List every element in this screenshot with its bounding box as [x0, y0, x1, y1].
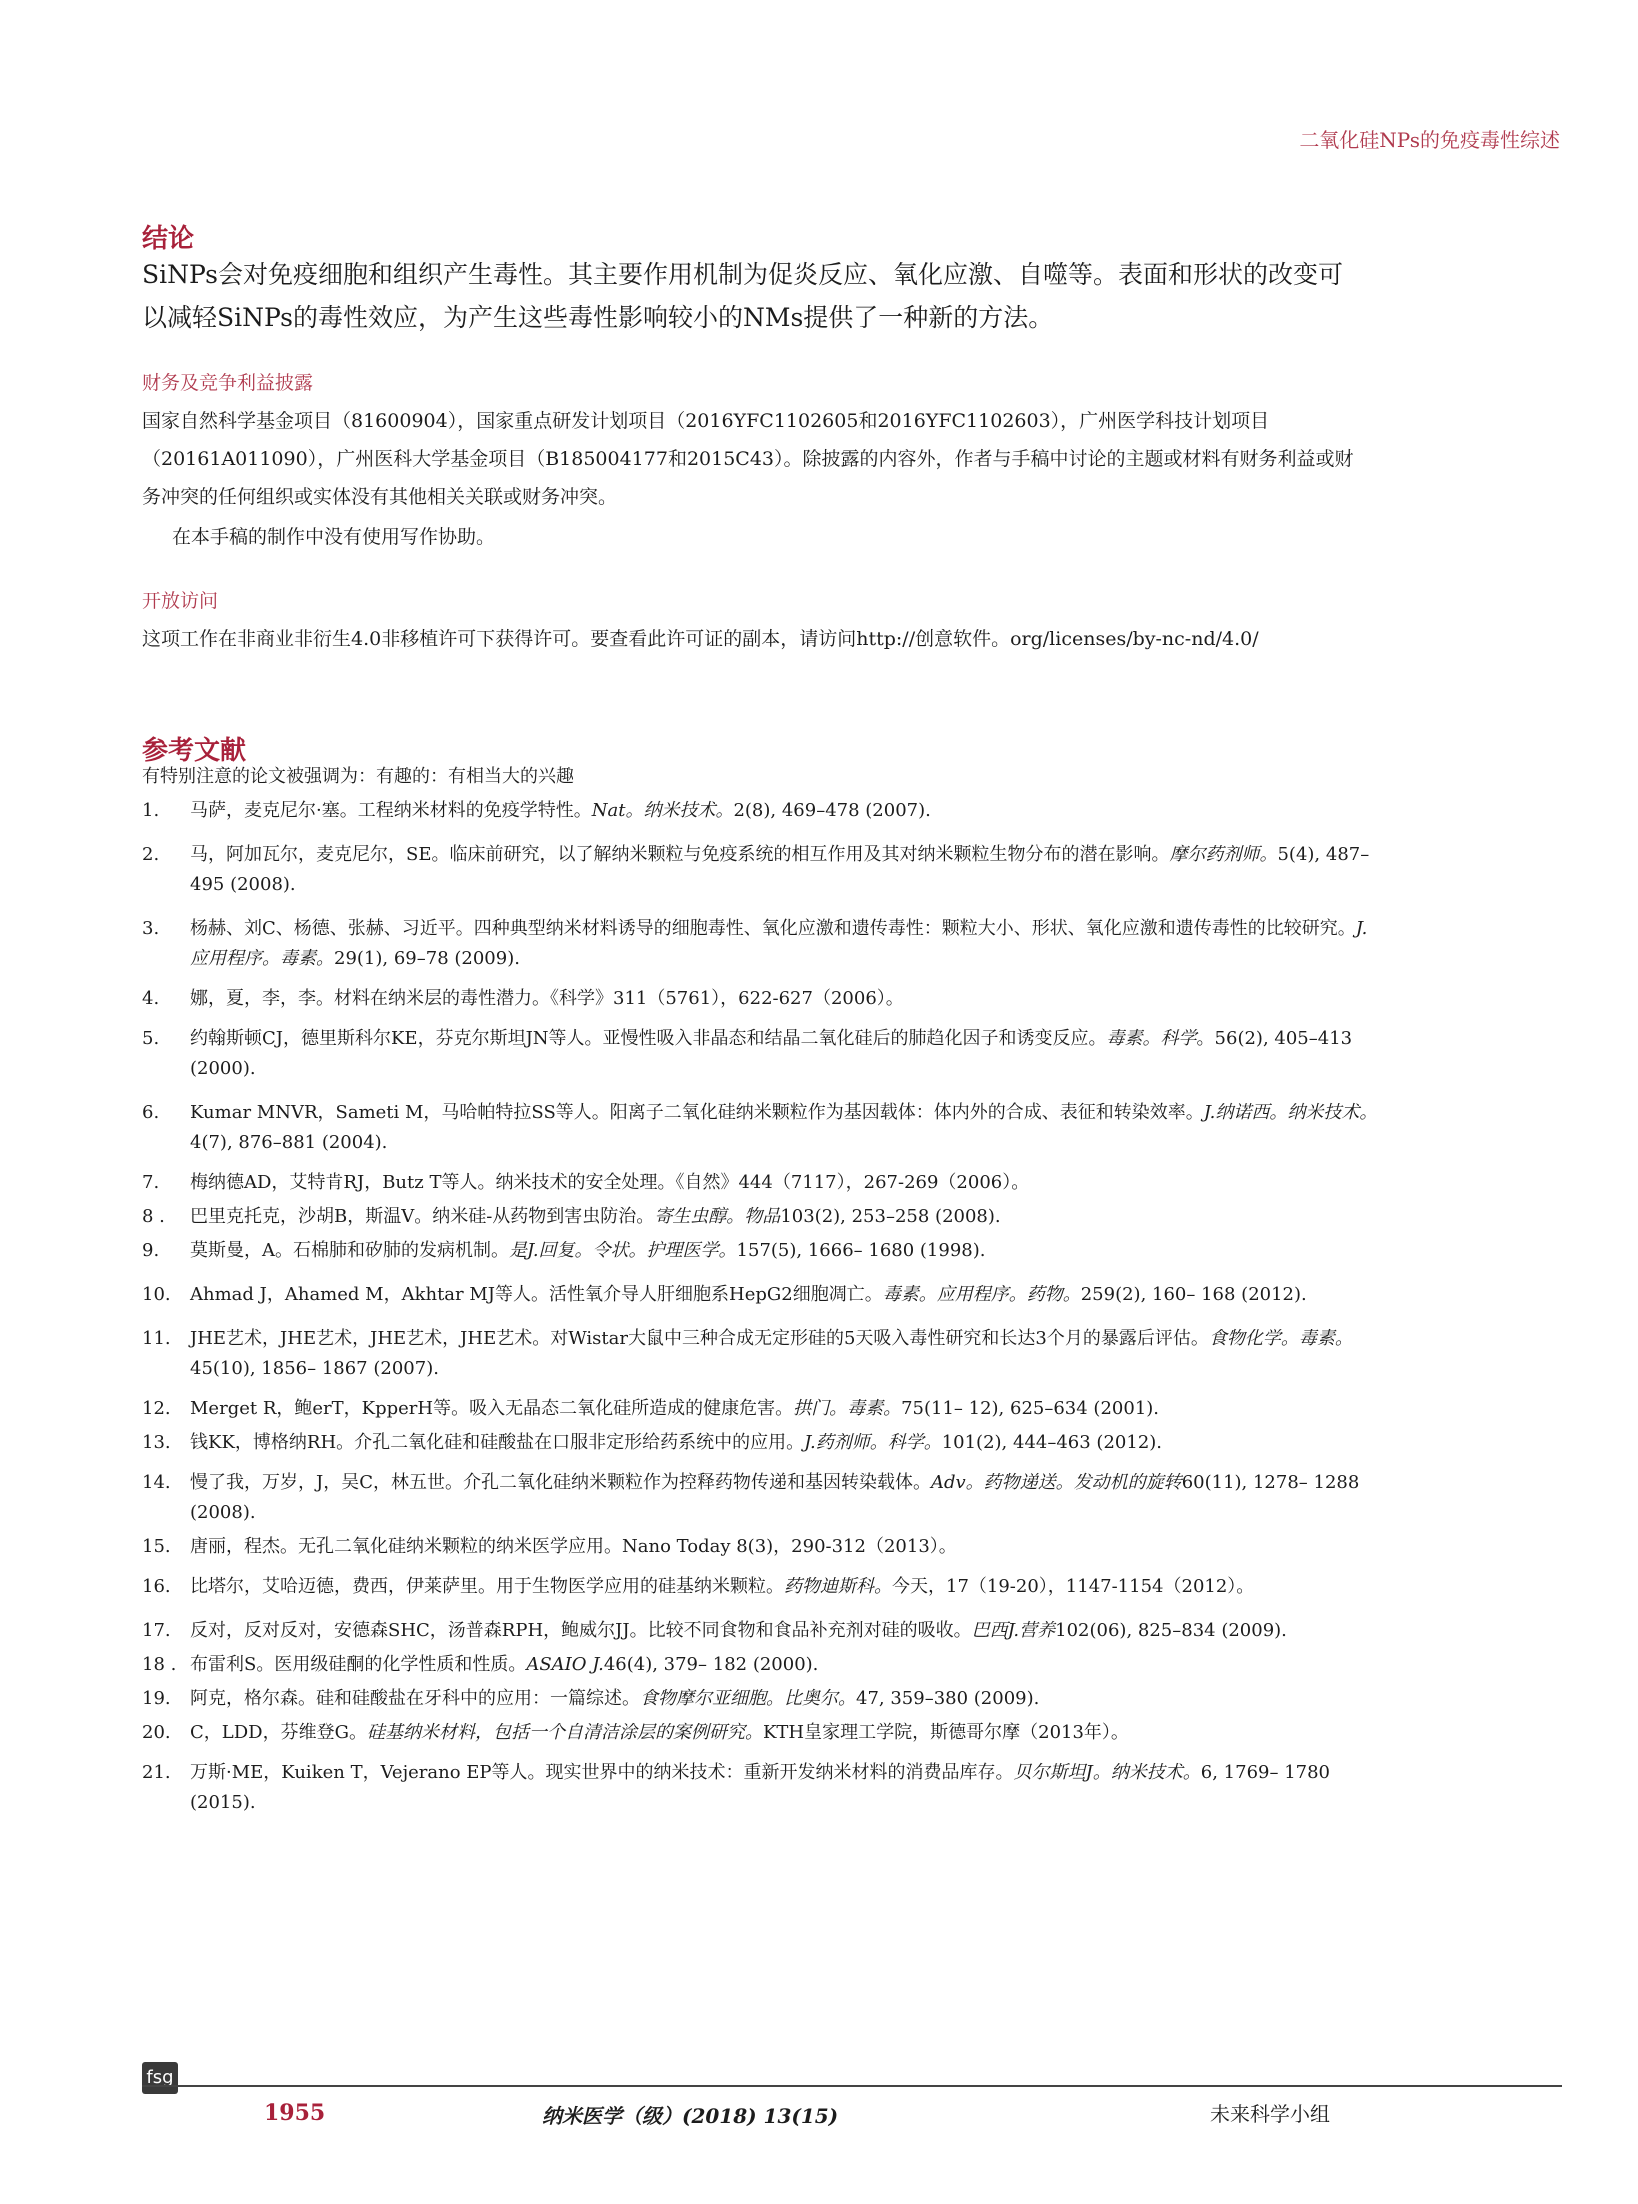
reference-item	[142, 1468, 1382, 1528]
reference-number: 3.	[142, 918, 160, 939]
reference-text: 约翰斯顿CJ，德里斯科尔KE，芬克尔斯坦JN等人。亚慢性吸入非晶态和结晶二氧化硅后的肺趋化因子和诱变反应。	[190, 1028, 1107, 1049]
reference-source: 药物迪斯科。	[784, 1576, 892, 1597]
reference-text: 比塔尔，艾哈迈德，费西，伊莱萨里。用于生物医学应用的硅基纳米颗粒。	[190, 1576, 784, 1597]
page-number: 1955	[264, 2100, 326, 2126]
disclosure-heading: 财务及竞争利益披露	[142, 372, 314, 394]
reference-text: 29(1), 69–78 (2009).	[334, 948, 520, 969]
conclusion-body: SiNPs会对免疫细胞和组织产生毒性。其主要作用机制为促炎反应、氧化应激、自噬等。表面和形状的改变可以减轻SiNPs的毒性效应，为产生这些毒性影响较小的NMs提供了一种新的方法。	[142, 260, 1343, 332]
reference-text: Kumar MNVR，Sameti M，马哈帕特拉SS等人。阳离子二氧化硅纳米颗粒作为基因载体：体内外的合成、表征和转染效率。	[190, 1102, 1204, 1123]
reference-text: KTH皇家理工学院，斯德哥尔摩（2013年）。	[762, 1722, 1129, 1743]
reference-text: 唐丽，程杰。无孔二氧化硅纳米颗粒的纳米医学应用。Nano Today 8(3)，290-312（2013）。	[190, 1536, 957, 1557]
reference-number: 17.	[142, 1620, 171, 1641]
reference-number: 8 .	[142, 1206, 165, 1227]
reference-text: 莫斯曼，A。石棉肺和矽肺的发病机制。	[190, 1240, 509, 1261]
open-access-body: 这项工作在非商业非衍生4.0非移植许可下获得许可。要查看此许可证的副本，请访问http://创意软件。org/licenses/by-nc-nd/4.0/	[142, 628, 1259, 650]
reference-source: J.药剂师。科学。	[804, 1432, 942, 1453]
reference-text: 反对，反对反对，安德森SHC，汤普森RPH，鲍威尔JJ。比较不同食物和食品补充剂对硅的吸收。	[190, 1620, 972, 1641]
reference-text: 。56(2), 405–413 (2000).	[190, 1028, 1353, 1079]
reference-source: 拱门。毒素。	[793, 1398, 902, 1419]
reference-text: 2(8), 469–478 (2007).	[733, 800, 931, 821]
reference-text: 259(2), 160– 168 (2012).	[1080, 1284, 1307, 1305]
reference-source: 贝尔斯坦J。纳米技术。	[1013, 1762, 1201, 1783]
reference-item	[142, 1324, 1382, 1384]
reference-text: 杨赫、刘C、杨德、张赫、习近平。四种典型纳米材料诱导的细胞毒性、氧化应激和遗传毒性：颗粒大小、形状、氧化应激和遗传毒性的比较研究。	[190, 918, 1356, 939]
references-note: 有特别注意的论文被强调为：有趣的：有相当大的兴趣	[142, 766, 574, 787]
reference-source: J.纳诺西。纳米技术。	[1203, 1102, 1378, 1123]
reference-number: 14.	[142, 1472, 171, 1493]
reference-item	[142, 984, 1382, 1014]
reference-number: 18 .	[142, 1654, 177, 1675]
reference-source: J.应用程序。毒素。	[190, 918, 1368, 969]
reference-text: 46(4), 379– 182 (2000).	[603, 1654, 819, 1675]
reference-item	[142, 1168, 1382, 1198]
reference-text: 巴里克托克，沙胡B，斯温V。纳米硅-从药物到害虫防治。	[190, 1206, 655, 1227]
reference-text: 5(4), 487–495 (2008).	[190, 844, 1370, 895]
reference-number: 5.	[142, 1028, 160, 1049]
reference-item	[142, 1394, 1382, 1424]
reference-text: 4(7), 876–881 (2004).	[190, 1132, 388, 1153]
reference-text: 101(2), 444–463 (2012).	[941, 1432, 1163, 1453]
reference-number: 9.	[142, 1240, 160, 1261]
reference-source: ASAIO J.	[526, 1654, 604, 1675]
reference-text: 157(5), 1666– 1680 (1998).	[736, 1240, 986, 1261]
reference-text: JHE艺术，JHE艺术，JHE艺术，JHE艺术。对Wistar大鼠中三种合成无定形硅的5天吸入毒性研究和长达3个月的暴露后评估。	[190, 1328, 1209, 1349]
reference-source: Adv。药物递送。发动机的旋转	[930, 1472, 1182, 1493]
reference-text: 102(06), 825–834 (2009).	[1055, 1620, 1287, 1641]
reference-item	[142, 1572, 1382, 1602]
disclosure-note: 在本手稿的制作中没有使用写作协助。	[172, 526, 496, 548]
reference-number: 7.	[142, 1172, 160, 1193]
reference-number: 4.	[142, 988, 160, 1009]
reference-text: 103(2), 253–258 (2008).	[780, 1206, 1001, 1227]
journal-citation: 纳米医学（级）(2018) 13(15)	[542, 2104, 839, 2128]
reference-source: Nat。纳米技术。	[591, 800, 734, 821]
running-title: 二氧化硅NPs的免疫毒性综述	[1299, 128, 1560, 152]
reference-item	[142, 1202, 1382, 1232]
reference-text: 娜，夏，李，李。材料在纳米层的毒性潜力。《科学》311（5761），622-627（2006）。	[190, 988, 904, 1009]
reference-source: 食物摩尔亚细胞。比奥尔。	[640, 1688, 856, 1709]
reference-item	[142, 1684, 1382, 1714]
publisher-name: 未来科学小组	[1210, 2102, 1330, 2126]
reference-text: Merget R，鲍erT，KpperH等。吸入无晶态二氧化硅所造成的健康危害。	[190, 1398, 794, 1419]
reference-number: 11.	[142, 1328, 171, 1349]
footer-rule	[142, 2085, 1562, 2087]
reference-text: 6, 1769– 1780 (2015).	[190, 1762, 1330, 1813]
reference-source: 毒素。应用程序。药物。	[882, 1284, 1081, 1305]
open-access-heading: 开放访问	[142, 590, 219, 612]
reference-item	[142, 840, 1382, 900]
reference-text: 梅纳德AD，艾特肯RJ，Butz T等人。纳米技术的安全处理。《自然》444（7117），267-269（2006）。	[190, 1172, 1030, 1193]
reference-text: 47, 359–380 (2009).	[856, 1688, 1040, 1709]
reference-source: 寄生虫醇。物品	[654, 1206, 781, 1227]
reference-list	[142, 762, 1382, 1818]
reference-item	[142, 1280, 1382, 1310]
reference-source: 食物化学。毒素。	[1208, 1328, 1353, 1349]
reference-item	[142, 1718, 1382, 1748]
reference-source: 硅基纳米材料，包括一个自清洁涂层的案例研究。	[366, 1722, 763, 1743]
reference-number: 6.	[142, 1102, 160, 1123]
reference-item	[142, 1650, 1382, 1680]
reference-number: 1.	[142, 800, 160, 821]
reference-text: C，LDD，芬维登G。	[190, 1722, 367, 1743]
reference-text: Ahmad J，Ahamed M，Akhtar MJ等人。活性氧介导人肝细胞系HepG2细胞凋亡。	[190, 1284, 883, 1305]
reference-text: 布雷利S。医用级硅酮的化学性质和性质。	[190, 1654, 527, 1675]
reference-item	[142, 1532, 1382, 1562]
reference-text: 钱KK，博格纳RH。介孔二氧化硅和硅酸盐在口服非定形给药系统中的应用。	[190, 1432, 805, 1453]
reference-item	[142, 1616, 1382, 1646]
reference-item	[142, 1758, 1382, 1818]
reference-number: 16.	[142, 1576, 171, 1597]
reference-item	[142, 1428, 1382, 1458]
reference-item	[142, 796, 1382, 826]
publisher-logo: fsg	[142, 2062, 178, 2094]
reference-text: 阿克，格尔森。硅和硅酸盐在牙科中的应用：一篇综述。	[190, 1688, 640, 1709]
reference-text: 慢了我，万岁，J，吴C，林五世。介孔二氧化硅纳米颗粒作为控释药物传递和基因转染载体。	[190, 1472, 931, 1493]
reference-text: 今天，17（19-20），1147-1154（2012）。	[892, 1576, 1255, 1597]
reference-source: 是J.回复。令状。护理医学。	[509, 1240, 737, 1261]
reference-item	[142, 1098, 1382, 1158]
reference-number: 20.	[142, 1722, 171, 1743]
reference-number: 21.	[142, 1762, 171, 1783]
reference-item	[142, 1236, 1382, 1266]
reference-number: 19.	[142, 1688, 171, 1709]
reference-text: 万斯·ME，Kuiken T，Vejerano EP等人。现实世界中的纳米技术：重新开发纳米材料的消费品库存。	[190, 1762, 1014, 1783]
reference-item	[142, 914, 1382, 974]
reference-text: 45(10), 1856– 1867 (2007).	[190, 1358, 439, 1379]
conclusion-heading: 结论	[142, 224, 195, 254]
reference-number: 2.	[142, 844, 160, 865]
reference-number: 13.	[142, 1432, 171, 1453]
reference-text: 马萨，麦克尼尔·塞。工程纳米材料的免疫学特性。	[190, 800, 592, 821]
reference-source: 摩尔药剂师。	[1169, 844, 1278, 865]
references-heading: 参考文献	[142, 736, 247, 766]
reference-text: 60(11), 1278– 1288 (2008).	[190, 1472, 1360, 1523]
reference-number: 12.	[142, 1398, 171, 1419]
reference-number: 10.	[142, 1284, 171, 1305]
reference-source: 巴西J.营养	[971, 1620, 1056, 1641]
reference-text: 75(11– 12), 625–634 (2001).	[901, 1398, 1160, 1419]
reference-item	[142, 1024, 1382, 1084]
reference-text: 马，阿加瓦尔，麦克尼尔，SE。临床前研究，以了解纳米颗粒与免疫系统的相互作用及其对纳米颗粒生物分布的潜在影响。	[190, 844, 1170, 865]
reference-source: 毒素。科学	[1106, 1028, 1197, 1049]
disclosure-body: 国家自然科学基金项目（81600904），国家重点研发计划项目（2016YFC1102605和2016YFC1102603），广州医学科技计划项目（20161A011090），广州医科大学基金项目（B185004177和2015C43）。除披露的内容外，作者与手稿中讨论的主题或材料有财务利益或财务冲突的任何组织或实体没有其他相关关联或财务冲突。	[142, 410, 1354, 508]
reference-number: 15.	[142, 1536, 171, 1557]
